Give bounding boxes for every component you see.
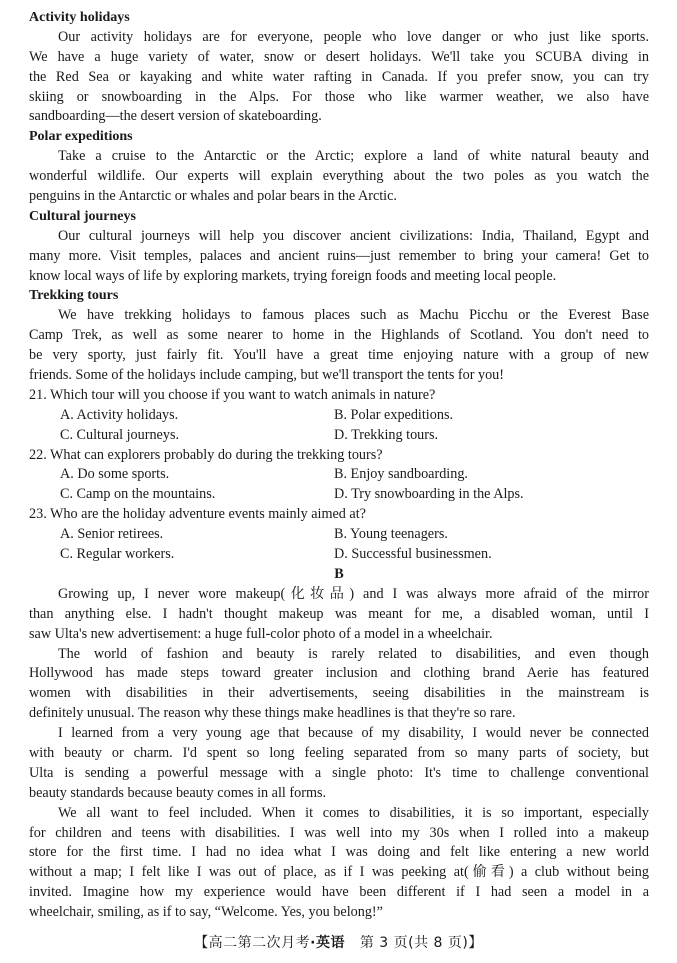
option-c: C. Cultural journeys. <box>60 426 180 443</box>
text-line: penguins in the Antarctic or whales and polar bears in the Arctic. <box>29 188 397 205</box>
footer-bracket-close: 】 <box>468 935 483 951</box>
text-line: without a map; I felt like I was out of place, as if I was peeking at(偷看) a club without being <box>29 864 649 881</box>
option-b: B. Polar expeditions. <box>334 406 454 423</box>
exam-page <box>29 8 649 923</box>
question-23 <box>29 505 649 565</box>
option-a: A. Do some sports. <box>60 466 170 483</box>
text-line: I learned from a very young age that because of my disability, I would never be connected <box>58 725 649 742</box>
option-b: B. Young teenagers. <box>334 526 448 543</box>
question-21 <box>29 386 649 446</box>
footer-subject: 英语 <box>315 935 345 951</box>
paragraph <box>29 724 649 804</box>
text-line: Our cultural journeys will help you discover ancient civilizations: India, Thailand, Egypt and <box>58 227 649 244</box>
option-b: B. Enjoy sandboarding. <box>334 466 468 483</box>
questions <box>29 386 649 565</box>
text-line: The world of fashion and beauty is rarely related to disabilities, and even though <box>58 645 649 662</box>
text-line: store for the first time. I had no idea what I was doing and felt like entering a new world <box>29 844 649 861</box>
text-line: for children and teens with disabilities. I was well into my 30s when I rolled into a makeup <box>29 824 649 841</box>
option-d: D. Successful businessmen. <box>334 546 492 563</box>
text-line: Our activity holidays are for everyone, people who love danger or who just like sports. <box>58 28 649 45</box>
question-stem: 22. What can explorers probably do during the trekking tours? <box>29 446 383 463</box>
text-line: skiing or snowboarding in the Alps. For those who like warmer weather, we also have <box>29 88 649 105</box>
passage-a <box>29 8 649 386</box>
text-line: friends. Some of the holidays include camping, but we'll transport the tents for you! <box>29 367 504 384</box>
page-footer <box>0 932 677 952</box>
text-line: many more. Visit temples, palaces and ancient ruins—just remember to bring your camera! Get to <box>29 247 649 264</box>
paragraph <box>29 804 649 923</box>
passage-b <box>29 565 649 923</box>
paragraph <box>29 585 649 645</box>
text-line: We have a huge variety of water, snow or desert holidays. We'll take you SCUBA diving in <box>29 48 649 65</box>
text-line: Hollywood has made steps toward greater inclusion and clothing brand Aerie has featured <box>29 665 649 682</box>
text-line: know local ways of life by exploring markets, trying foreign foods and meeting local people. <box>29 267 557 284</box>
section-activity-holidays <box>29 8 649 127</box>
section-b-label: B <box>334 565 344 582</box>
text-line: saw Ulta's new advertisement: a huge full-color photo of a model in a wheelchair. <box>29 625 493 642</box>
text-line: invited. Imagine how my experience would have been different if I had seen a model in a <box>29 884 649 901</box>
section-heading: Trekking tours <box>29 288 119 304</box>
footer-dot: · <box>310 935 316 951</box>
section-polar-expeditions <box>29 127 649 207</box>
text-line: definitely unusual. The reason why these things make headlines is that they're so rare. <box>29 705 516 722</box>
text-line: Take a cruise to the Antarctic or the Arctic; explore a land of white natural beauty and <box>58 148 649 165</box>
text-line: sandboarding—the desert version of skateboarding. <box>29 108 322 125</box>
section-heading: Polar expeditions <box>29 129 133 145</box>
question-stem: 23. Who are the holiday adventure events mainly aimed at? <box>29 506 366 523</box>
text-line: women with disabilities in their advertisements, seeing disabilities in the mainstream is <box>29 685 649 702</box>
option-a: A. Senior retirees. <box>60 526 164 543</box>
footer-exam-name: 高二第二次月考 <box>208 935 311 951</box>
option-d: D. Try snowboarding in the Alps. <box>334 486 524 503</box>
paragraph <box>29 645 649 725</box>
question-stem: 21. Which tour will you choose if you want to watch animals in nature? <box>29 386 436 403</box>
option-d: D. Trekking tours. <box>334 426 439 443</box>
text-line: wonderful wildlife. Our experts will explain everything about the two poles as you watch the <box>29 168 649 185</box>
footer-page-number: 第 3 页(共 8 页) <box>359 935 469 951</box>
section-cultural-journeys <box>29 207 649 287</box>
text-line: Camp Trek, as well as some nearer to home in the Highlands of Scotland. You don't need to <box>29 327 649 344</box>
text-line: We all want to feel included. When it comes to disabilities, it is so important, especially <box>58 804 649 821</box>
option-c: C. Camp on the mountains. <box>60 486 216 503</box>
option-a: A. Activity holidays. <box>60 406 179 423</box>
section-heading: Cultural journeys <box>29 208 136 224</box>
section-trekking-tours <box>29 286 649 385</box>
footer-bracket-open: 【 <box>194 935 209 951</box>
text-line: We have trekking holidays to famous places such as Machu Picchu or the Everest Base <box>58 307 649 324</box>
text-line: with beauty or charm. I'd spent so long feeling separated from so many parts of society, but <box>29 744 649 761</box>
text-line: be very sporty, just fairly fit. You'll have a great time enjoying nature with a group of new <box>29 347 649 364</box>
question-22 <box>29 446 649 506</box>
option-c: C. Regular workers. <box>60 546 175 563</box>
text-line: Growing up, I never wore makeup(化妆品) and I was always more afraid of the mirror <box>58 585 649 602</box>
text-line: beauty standards because beauty comes in all forms. <box>29 784 327 801</box>
section-heading: Activity holidays <box>29 10 130 25</box>
text-line: Ulta is sending a powerful message with a single photo: It's time to challenge conventional <box>29 764 649 781</box>
text-line: wheelchair, smiling, as if to say, “Welcome. Yes, you belong!” <box>29 904 383 921</box>
text-line: the Red Sea or kayaking and white water rafting in Canada. If you prefer snow, you can try <box>29 68 649 85</box>
text-line: than anything else. I hadn't thought makeup was meant for me, a disabled woman, until I <box>29 605 649 622</box>
